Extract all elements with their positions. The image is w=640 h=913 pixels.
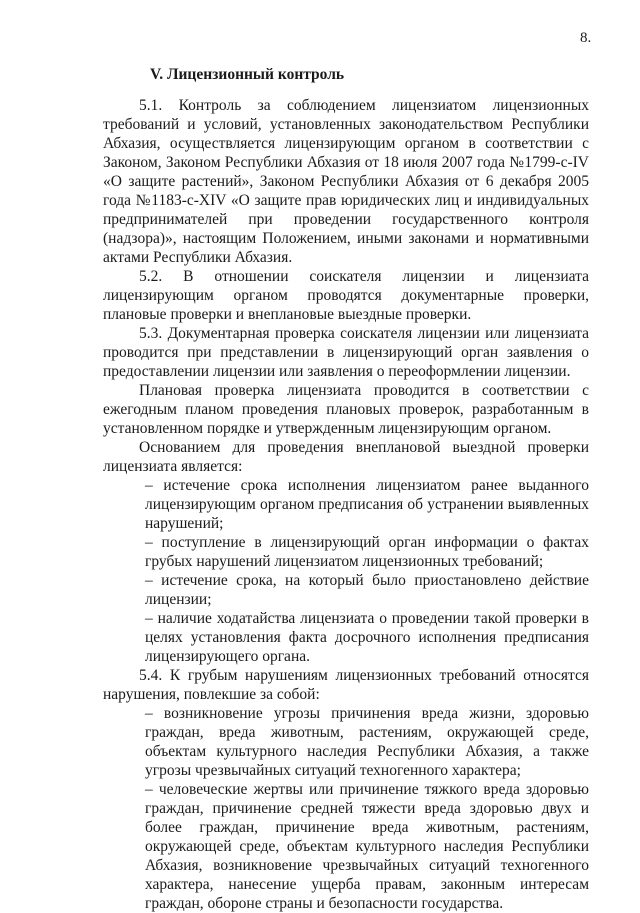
paragraph-planned-inspection: Плановая проверка лицензиата проводится в соответствии с ежегодным планом проведения плановых проверок, разработанным в установленном порядке и утвержденным лицензирующим органом. bbox=[103, 382, 589, 437]
list-item: – наличие ходатайства лицензиата о проведении такой проверки в целях установления факта досрочного исполнения предписания лицензирующего органа. bbox=[145, 610, 589, 665]
paragraph-5-3: 5.3. Документарная проверка соискателя лицензии или лицензиата проводится при представлении в лицензирующий орган заявления о предоставлении лицензии или заявления о переоформлении лицензии. bbox=[103, 325, 589, 380]
list-item: – истечение срока исполнения лицензиатом ранее выданного лицензирующим органом предписания об устранении выявленных нарушений; bbox=[145, 477, 589, 532]
paragraph-5-2: 5.2. В отношении соискателя лицензии и лицензиата лицензирующим органом проводятся документарные проверки, плановые проверки и внеплановые выездные проверки. bbox=[103, 268, 589, 323]
paragraph-unscheduled-grounds: Основанием для проведения внеплановой выездной проверки лицензиата является: bbox=[103, 439, 589, 475]
paragraph-5-1: 5.1. Контроль за соблюдением лицензиатом лицензионных требований и условий, установленных законодательством Республики Абхазия, осуществляется лицензирующим органом в соответствии с Законом, Законом Республики Абхазия от 18 июля 2007 года №1799-с-IV «О защите растений», Законом Республики Абхазия от 6 декабря 2005 года №1183-с-XIV «О защите прав юридических лиц и индивидуальных предпринимателей при проведении государственного контроля (надзора)», настоящим Положением, иными законами и нормативными актами Республики Абхазия. bbox=[103, 97, 589, 266]
section-heading: V. Лицензионный контроль bbox=[150, 66, 345, 83]
list-item: – возникновение угрозы причинения вреда жизни, здоровью граждан, вреда животным, растениям, окружающей среде, объектам культурного наследия Республики Абхазия, а также угрозы чрезвычайных ситуаций техногенного характера; bbox=[145, 705, 589, 779]
page-number: 8. bbox=[580, 30, 592, 46]
list-item: – истечение срока, на который было приостановлено действие лицензии; bbox=[145, 572, 589, 608]
list-item: – человеческие жертвы или причинение тяжкого вреда здоровью граждан, причинение средней тяжести вреда здоровью двух и более граждан, причинение вреда животным, растениям, окружающей среде, объектам культурного наследия Республики Абхазия, возникновение чрезвычайных ситуаций техногенного характера, нанесение ущерба правам, законным интересам граждан, обороне страны и безопасности государства. bbox=[145, 781, 589, 912]
list-item: – поступление в лицензирующий орган информации о фактах грубых нарушений лицензиатом лицензионных требований; bbox=[145, 534, 589, 570]
section-body bbox=[103, 96, 589, 913]
paragraph-5-4: 5.4. К грубым нарушениям лицензионных требований относятся нарушения, повлекшие за собой: bbox=[103, 667, 589, 703]
